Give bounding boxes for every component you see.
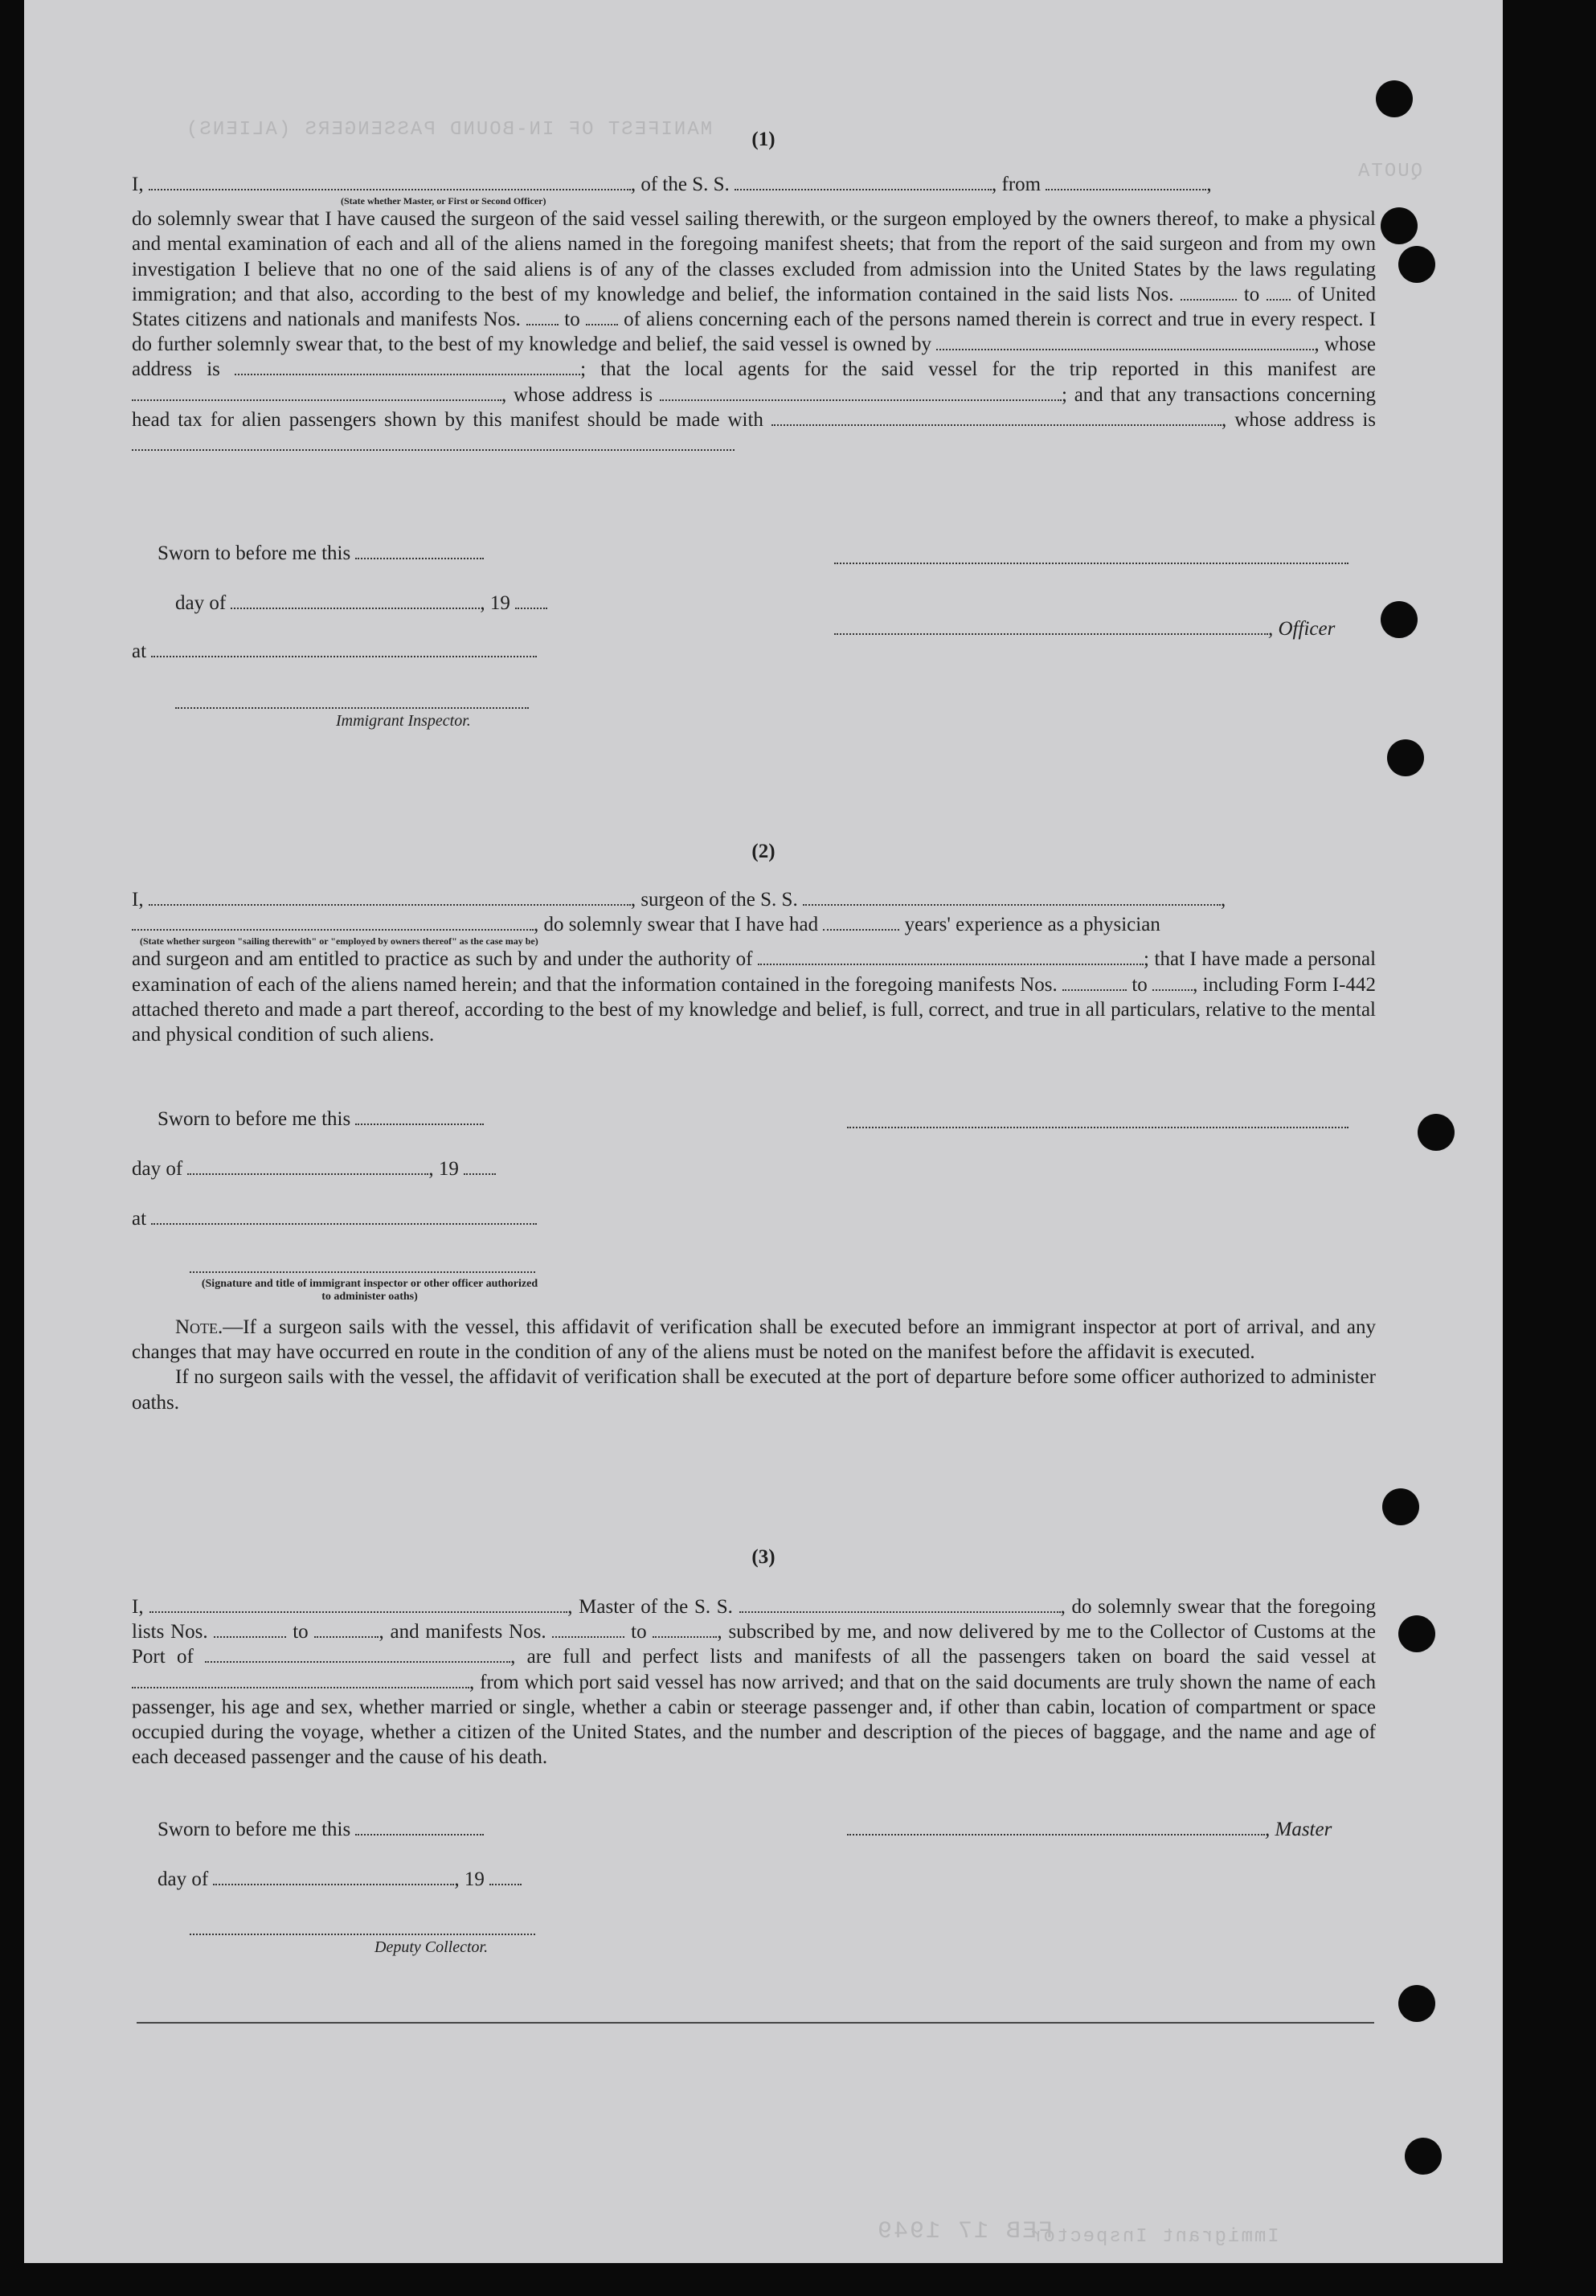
- section-1-note: (State whether Master, or First or Second Officer): [341, 195, 546, 207]
- punch-hole: [1376, 80, 1413, 117]
- section-2-at: at: [132, 1207, 537, 1230]
- section-2-note: (State whether surgeon "sailing therewith" or "employed by owners thereof" as the case may be): [140, 935, 538, 947]
- ghost-stamp: FEB 17 1949: [876, 2218, 1054, 2245]
- ghost-quota: QUOTA: [1357, 161, 1423, 182]
- section-2-note-block: Note.—If a surgeon sails with the vessel, this affidavit of verification shall be executed before an immigrant inspector at port of arrival, and any changes that may have occurred en route in the condition of any of the aliens must be noted on the manifest before the affidavit is executed. If no surgeon sails with the vessel, the affidavit of verification shall be executed at the port of departure before some officer authorized to administer oaths.: [132, 1316, 1376, 1414]
- ghost-header: MANIFEST OF IN-BOUND PASSENGERS (ALIENS): [185, 119, 713, 141]
- section-3-master: , Master: [847, 1818, 1332, 1841]
- section-2-number: (2): [751, 841, 775, 862]
- punch-hole: [1398, 246, 1435, 283]
- ghost-footer: Immigrant Inspector: [1029, 2226, 1279, 2248]
- section-1-number: (1): [751, 129, 775, 150]
- section-1-day: day of , 19: [175, 591, 547, 615]
- form-page: [24, 0, 1503, 2263]
- section-3-deputy: Deputy Collector.: [374, 1938, 489, 1956]
- section-2-inspector-line: [190, 1271, 535, 1273]
- section-3-deputy-line: [190, 1934, 535, 1935]
- section-3-day: day of , 19: [158, 1868, 522, 1891]
- punch-hole: [1418, 1114, 1455, 1151]
- section-2-sig-caption: (Signature and title of immigrant inspector or other officer authorized to administer oaths): [201, 1278, 538, 1303]
- section-1-officer: , Officer: [834, 617, 1335, 641]
- section-3-number: (3): [751, 1546, 775, 1568]
- punch-hole: [1387, 739, 1424, 776]
- punch-hole: [1381, 601, 1418, 638]
- punch-hole: [1398, 1615, 1435, 1652]
- section-1-inspector-line: [175, 707, 529, 709]
- section-3-sworn: Sworn to before me this: [158, 1818, 484, 1841]
- punch-hole: [1382, 1488, 1419, 1525]
- section-3-oath: I, , Master of the S. S. , do solemnly swear that the foregoing lists Nos. to , and manifests Nos. to , subscribed by me, and now delivered by me to the Collector of Customs at the Port of , are full and perfect lists and manifests of all the passengers taken on board the said vessel at , from which port said vessel has now arrived; and that on the said documents are truly shown the name of each passenger, his age and sex, whether married or single, whether a cabin or steerage passenger and, if other than cabin, location of compartment or space occupied during the voyage, whether a citizen of the United States, and the number and description of the pieces of baggage, and the name and age of each deceased passenger and the cause of his death.: [132, 1596, 1377, 1769]
- bottom-rule: [137, 2022, 1374, 2024]
- section-1-inspector: Immigrant Inspector.: [336, 712, 471, 730]
- punch-hole: [1405, 2138, 1442, 2175]
- section-2-sworn: Sworn to before me this: [158, 1107, 484, 1131]
- section-1-sworn: Sworn to before me this: [158, 542, 484, 565]
- punch-hole: [1381, 207, 1418, 244]
- punch-hole: [1398, 1985, 1435, 2022]
- section-2-day: day of , 19: [132, 1157, 496, 1181]
- section-2-oath: I, , surgeon of the S. S. , , do solemnly swear that I have had years' experience as a physician (State whether surgeon "sailing therewith" or "employed by owners thereof" as the case may be) and surgeon and am entitled to practice as such by and under the authority of ; that I have made a personal examination of each of the aliens named herein; and that the information contained in the foregoing manifests Nos. to , including Form I-442 attached thereto and made a part thereof, according to the best of my knowledge and belief, is full, correct, and true in all particulars, relative to the mental and physical condition of such aliens.: [132, 889, 1377, 1046]
- section-1-at: at: [132, 640, 537, 663]
- section-1-officer-line: [834, 563, 1348, 564]
- section-1-oath: I, , of the S. S. , from , (State whether Master, or First or Second Officer) do solemnly swear that I have caused the surgeon of the said vessel sailing therewith, or the surgeon employed by the owners thereof, to make a physical and mental examination of each and all of the aliens named in the foregoing manifest sheets; that from the report of the said surgeon and from my own investigation I believe that no one of the said aliens is of any of the classes excluded from admission into the United States by the laws regulating immigration; and that also, according to the best of my knowledge and belief, the information contained in the said lists Nos. to of United States citizens and nationals and manifests Nos. to of aliens concerning each of the persons named therein is correct and true in every respect. I do further solemnly swear that, to the best of my knowledge and belief, the said vessel is owned by , whose address is ; that the local agents for the said vessel for the trip reported in this manifest are , whose address is ; and that any transactions concerning head tax for alien passengers shown by this manifest should be made with , whose address is: [132, 172, 1376, 457]
- section-2-signature-line: [847, 1127, 1348, 1128]
